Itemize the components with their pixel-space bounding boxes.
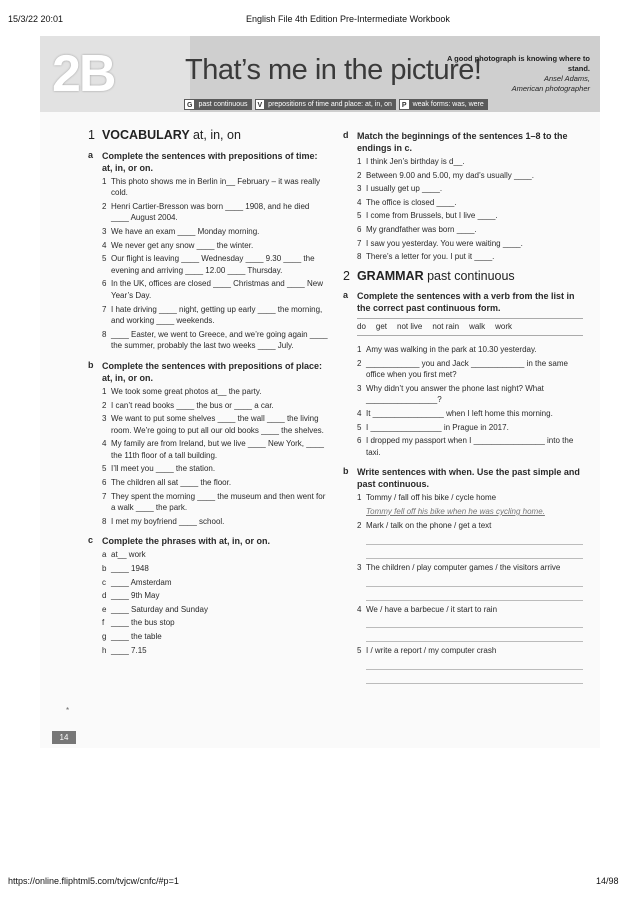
print-doc-title: English File 4th Edition Pre-Intermediate Workbook [246, 14, 450, 24]
item-number: 3 [102, 414, 107, 424]
item-text: I dropped my passport when I ________________ into the taxi. [366, 436, 574, 457]
exercise-instruction: Write sentences with when. Use the past simple and past continuous. [357, 467, 580, 490]
exercise-item [102, 563, 328, 575]
section-title: VOCABULARY [101, 128, 190, 142]
item-text: Our flight is leaving ____ Wednesday ____ 9.30 ____ the evening and arriving ____ 12.00 ____ Thursday. [111, 254, 315, 275]
item-number: 5 [357, 211, 362, 221]
item-number: 7 [102, 491, 107, 501]
item-text: It ________________ when I left home this morning. [366, 408, 553, 418]
exercise-letter: a [343, 290, 349, 301]
item-number: 3 [357, 563, 362, 573]
exercise-item [102, 240, 328, 252]
exercise-1d [343, 130, 583, 154]
exercise-item [102, 604, 328, 616]
exercise-letter: d [343, 130, 349, 140]
item-text: Amy was walking in the park at 10.30 yesterday. [366, 344, 537, 354]
exercise-instruction: Complete the phrases with at, in, or on. [102, 536, 271, 547]
answer-line[interactable] [366, 631, 583, 642]
item-text: We have an exam ____ Monday morning. [111, 226, 260, 236]
topic-tags [184, 99, 491, 110]
print-datetime: 15/3/22 20:01 [8, 14, 64, 24]
exercise-1a-items [102, 176, 328, 352]
item-text: Why didn’t you answer the phone last night? What ________________? [366, 383, 544, 405]
item-number: 6 [357, 224, 362, 234]
item-text: We never get any snow ____ the winter. [111, 240, 254, 250]
word-box [357, 318, 583, 336]
exercise-letter: a [88, 149, 94, 160]
item-number: 4 [357, 408, 362, 418]
item-number: 3 [357, 184, 362, 194]
item-number: 2 [102, 400, 107, 410]
item-text: ____ the table [111, 632, 162, 641]
item-text: We want to put some shelves ____ the wall ____ the living room. We’re going to put all our old books ____ the shelves. [111, 414, 324, 435]
exercise-item [102, 491, 328, 514]
tag-grammar [184, 99, 252, 110]
exercise-item [357, 210, 583, 222]
exercise-1a [88, 150, 328, 174]
item-text: ____ Amsterdam [111, 577, 172, 587]
exercise-1b [88, 360, 328, 384]
item-number: 4 [357, 197, 362, 207]
item-text: I usually get up ____. [366, 184, 443, 194]
exercise-item [357, 383, 583, 406]
item-number: 2 [357, 358, 362, 368]
exercise-1c-items [102, 549, 328, 656]
right-column [343, 130, 583, 692]
section-title: GRAMMAR [356, 268, 424, 283]
item-number: 4 [102, 439, 107, 449]
exercise-item [102, 477, 328, 489]
exercise-1c [88, 535, 328, 547]
exercise-item [357, 492, 583, 504]
exercise-item [102, 413, 328, 436]
answer-line[interactable] [366, 576, 583, 587]
answer-line[interactable] [366, 659, 583, 670]
item-text: I saw you yesterday. You were waiting ____. [366, 238, 523, 248]
word-box-item: not rain [432, 322, 460, 332]
item-text: I’ll meet you ____ the station. [111, 464, 216, 474]
exercise-1b-items [102, 386, 328, 528]
section-number: 2 [343, 268, 350, 283]
tag-vocabulary [255, 99, 396, 110]
item-text: The children all sat ____ the floor. [111, 478, 232, 488]
exercise-item [102, 304, 328, 327]
item-number: 8 [102, 516, 107, 526]
item-text: The children / play computer games / the visitors arrive [366, 563, 561, 573]
tag-key: V [255, 99, 266, 110]
margin-mark: * [66, 706, 70, 715]
item-number: 4 [357, 604, 362, 614]
exercise-item [102, 201, 328, 224]
exercise-item [102, 329, 328, 352]
tag-label: weak forms: was, were [412, 101, 484, 108]
item-number: 8 [102, 329, 107, 339]
item-number: 1 [357, 493, 362, 503]
exercise-item [357, 170, 583, 182]
item-number: e [102, 604, 107, 614]
exercise-item [102, 590, 328, 602]
item-number: 2 [357, 521, 362, 531]
section-subtitle: past continuous [427, 268, 515, 283]
item-text: ____ 1948 [111, 564, 149, 574]
exercise-item [357, 358, 583, 381]
item-text: I met my boyfriend ____ school. [111, 516, 225, 526]
quote-text: A good photograph is knowing where to stand. [446, 54, 590, 73]
item-number: f [102, 618, 105, 628]
quote-role: American photographer [511, 84, 590, 93]
exercise-item [102, 631, 328, 643]
exercise-item [357, 344, 583, 356]
exercise-letter: b [88, 359, 94, 370]
example-answer: Tommy fell off his bike when he was cycling home. [366, 506, 545, 516]
item-text: I hate driving ____ night, getting up early ____ the morning, and working ____ weekends. [111, 304, 323, 326]
exercise-instruction: Match the beginnings of the sentences 1–8 to the endings in c. [357, 131, 568, 153]
item-text: In the UK, offices are closed ____ Christmas and ____ New Year’s Day. [111, 279, 323, 300]
exercise-item [102, 386, 328, 398]
item-number: 7 [357, 238, 362, 248]
item-number: 8 [357, 252, 362, 262]
grammar-heading [343, 268, 583, 283]
item-number: 1 [102, 386, 107, 396]
item-number: b [102, 564, 107, 574]
unit-number: 2B [52, 45, 115, 103]
item-text: Mark / talk on the phone / get a text [366, 521, 492, 531]
exercise-item [102, 549, 328, 561]
item-number: 6 [102, 279, 107, 289]
item-number: 2 [102, 201, 107, 211]
item-number: c [102, 577, 106, 587]
section-subtitle: at, in, on [192, 128, 241, 142]
item-number: 2 [357, 170, 362, 180]
exercise-letter: b [343, 466, 349, 477]
exercise-item [357, 562, 583, 574]
exercise-item [102, 577, 328, 589]
exercise-item [102, 176, 328, 199]
left-column [88, 130, 328, 664]
item-text: My grandfather was born ____. [366, 224, 477, 234]
item-number: h [102, 645, 107, 655]
item-text: There’s a letter for you. I put it ____. [366, 252, 495, 262]
item-text: I ________________ in Prague in 2017. [366, 422, 509, 432]
item-text: They spent the morning ____ the museum and then went for a walk ____ the park. [111, 491, 326, 513]
item-text: ____________ you and Jack ____________ in the same office when you first met? [366, 358, 568, 380]
item-text: at__ work [111, 550, 146, 560]
item-number: a [102, 550, 107, 560]
vocabulary-heading [88, 130, 328, 142]
exercise-item [102, 253, 328, 276]
exercise-instruction: Complete the sentences with a verb from the list in the correct past continuous form. [357, 291, 575, 314]
print-url: https://online.fliphtml5.com/tvjcw/cnfc/#p=1 [8, 876, 179, 886]
page-title: That’s me in the picture! [185, 54, 482, 86]
quote-author: Ansel Adams, [544, 74, 590, 83]
exercise-item [102, 226, 328, 238]
tag-key: G [184, 99, 195, 110]
exercise-item [357, 238, 583, 250]
item-text: ____ Saturday and Sunday [111, 604, 208, 614]
item-number: 7 [102, 304, 107, 314]
answer-line[interactable] [366, 617, 583, 628]
exercise-item [102, 617, 328, 629]
exercise-item [357, 183, 583, 195]
word-box-item: walk [469, 322, 486, 332]
exercise-item [357, 156, 583, 168]
exercise-item [357, 520, 583, 532]
item-text: I can’t read books ____ the bus or ____ a car. [111, 400, 274, 410]
tag-label: past continuous [198, 101, 248, 108]
answer-line[interactable] [366, 534, 583, 545]
item-number: 1 [357, 344, 362, 354]
answer-line[interactable] [366, 548, 583, 559]
answer-line[interactable] [366, 673, 583, 684]
item-number: g [102, 632, 107, 641]
item-number: 6 [102, 478, 107, 488]
item-text: Between 9.00 and 5.00, my dad’s usually ____. [366, 170, 534, 180]
quote [440, 54, 590, 94]
item-text: I / write a report / my computer crash [366, 646, 497, 656]
word-box-item: do [357, 322, 366, 332]
item-number: 5 [102, 464, 107, 474]
print-page-count: 14/98 [596, 876, 619, 886]
item-text: This photo shows me in Berlin in__ February – it was really cold. [111, 176, 320, 198]
item-number: d [102, 591, 107, 601]
exercise-2a [343, 290, 583, 314]
item-number: 3 [102, 226, 107, 236]
exercise-letter: c [88, 535, 94, 546]
exercise-item [357, 251, 583, 263]
exercise-2b [343, 466, 583, 490]
item-number: 3 [357, 383, 362, 393]
exercise-item [357, 604, 583, 616]
page-number: 14 [52, 731, 76, 744]
exercise-item [102, 645, 328, 657]
item-number: 1 [357, 157, 362, 166]
answer-line[interactable] [366, 590, 583, 601]
item-text: ____ 7.15 [111, 645, 147, 655]
word-box-item: get [375, 322, 388, 332]
item-number: 4 [102, 240, 107, 250]
exercise-item [102, 438, 328, 461]
exercise-instruction: Complete the sentences with prepositions of place: at, in, or on. [102, 360, 323, 383]
item-text: ____ 9th May [111, 591, 160, 601]
item-text: We / have a barbecue / it start to rain [366, 604, 498, 614]
item-text: My family are from Ireland, but we live ____ New York, ____ the 11th floor of a tall building. [111, 439, 324, 460]
exercise-item [357, 435, 583, 458]
item-text: We took some great photos at__ the party. [111, 386, 262, 396]
exercise-item [357, 422, 583, 434]
word-box-item: work [495, 322, 512, 332]
exercise-item [102, 516, 328, 528]
item-text: The office is closed ____. [366, 197, 457, 207]
exercise-1d-items [357, 156, 583, 263]
item-text: ____ the bus stop [111, 618, 175, 628]
section-number: 1 [88, 128, 95, 142]
word-box-item: not live [397, 322, 423, 332]
tag-pronunciation [399, 99, 488, 110]
exercise-item [357, 408, 583, 420]
item-text: Henri Cartier-Bresson was born ____ 1908, and he died ____ August 2004. [111, 201, 310, 223]
exercise-item [102, 278, 328, 301]
exercise-instruction: Complete the sentences with prepositions of time: at, in, or on. [102, 150, 318, 173]
item-number: 5 [357, 646, 362, 656]
exercise-item [102, 463, 328, 475]
exercise-item [357, 645, 583, 657]
tag-label: prepositions of time and place: at, in, on [268, 101, 392, 108]
item-text: Tommy / fall off his bike / cycle home [366, 493, 497, 503]
item-number: 6 [357, 436, 362, 446]
item-number: 5 [102, 254, 107, 264]
item-text: ____ Easter, we went to Greece, and we’re going again ____ the summer, probably the last two weeks ____ July. [111, 329, 328, 351]
tag-key: P [399, 99, 410, 110]
item-text: I think Jen’s birthday is d__. [366, 157, 465, 166]
exercise-item [357, 197, 583, 209]
exercise-item [102, 400, 328, 412]
item-number: 5 [357, 422, 362, 432]
item-text: I come from Brussels, but I live ____. [366, 211, 498, 221]
exercise-2b-items [357, 492, 583, 684]
exercise-item [357, 224, 583, 236]
exercise-2a-items [357, 344, 583, 458]
item-number: 1 [102, 176, 107, 186]
